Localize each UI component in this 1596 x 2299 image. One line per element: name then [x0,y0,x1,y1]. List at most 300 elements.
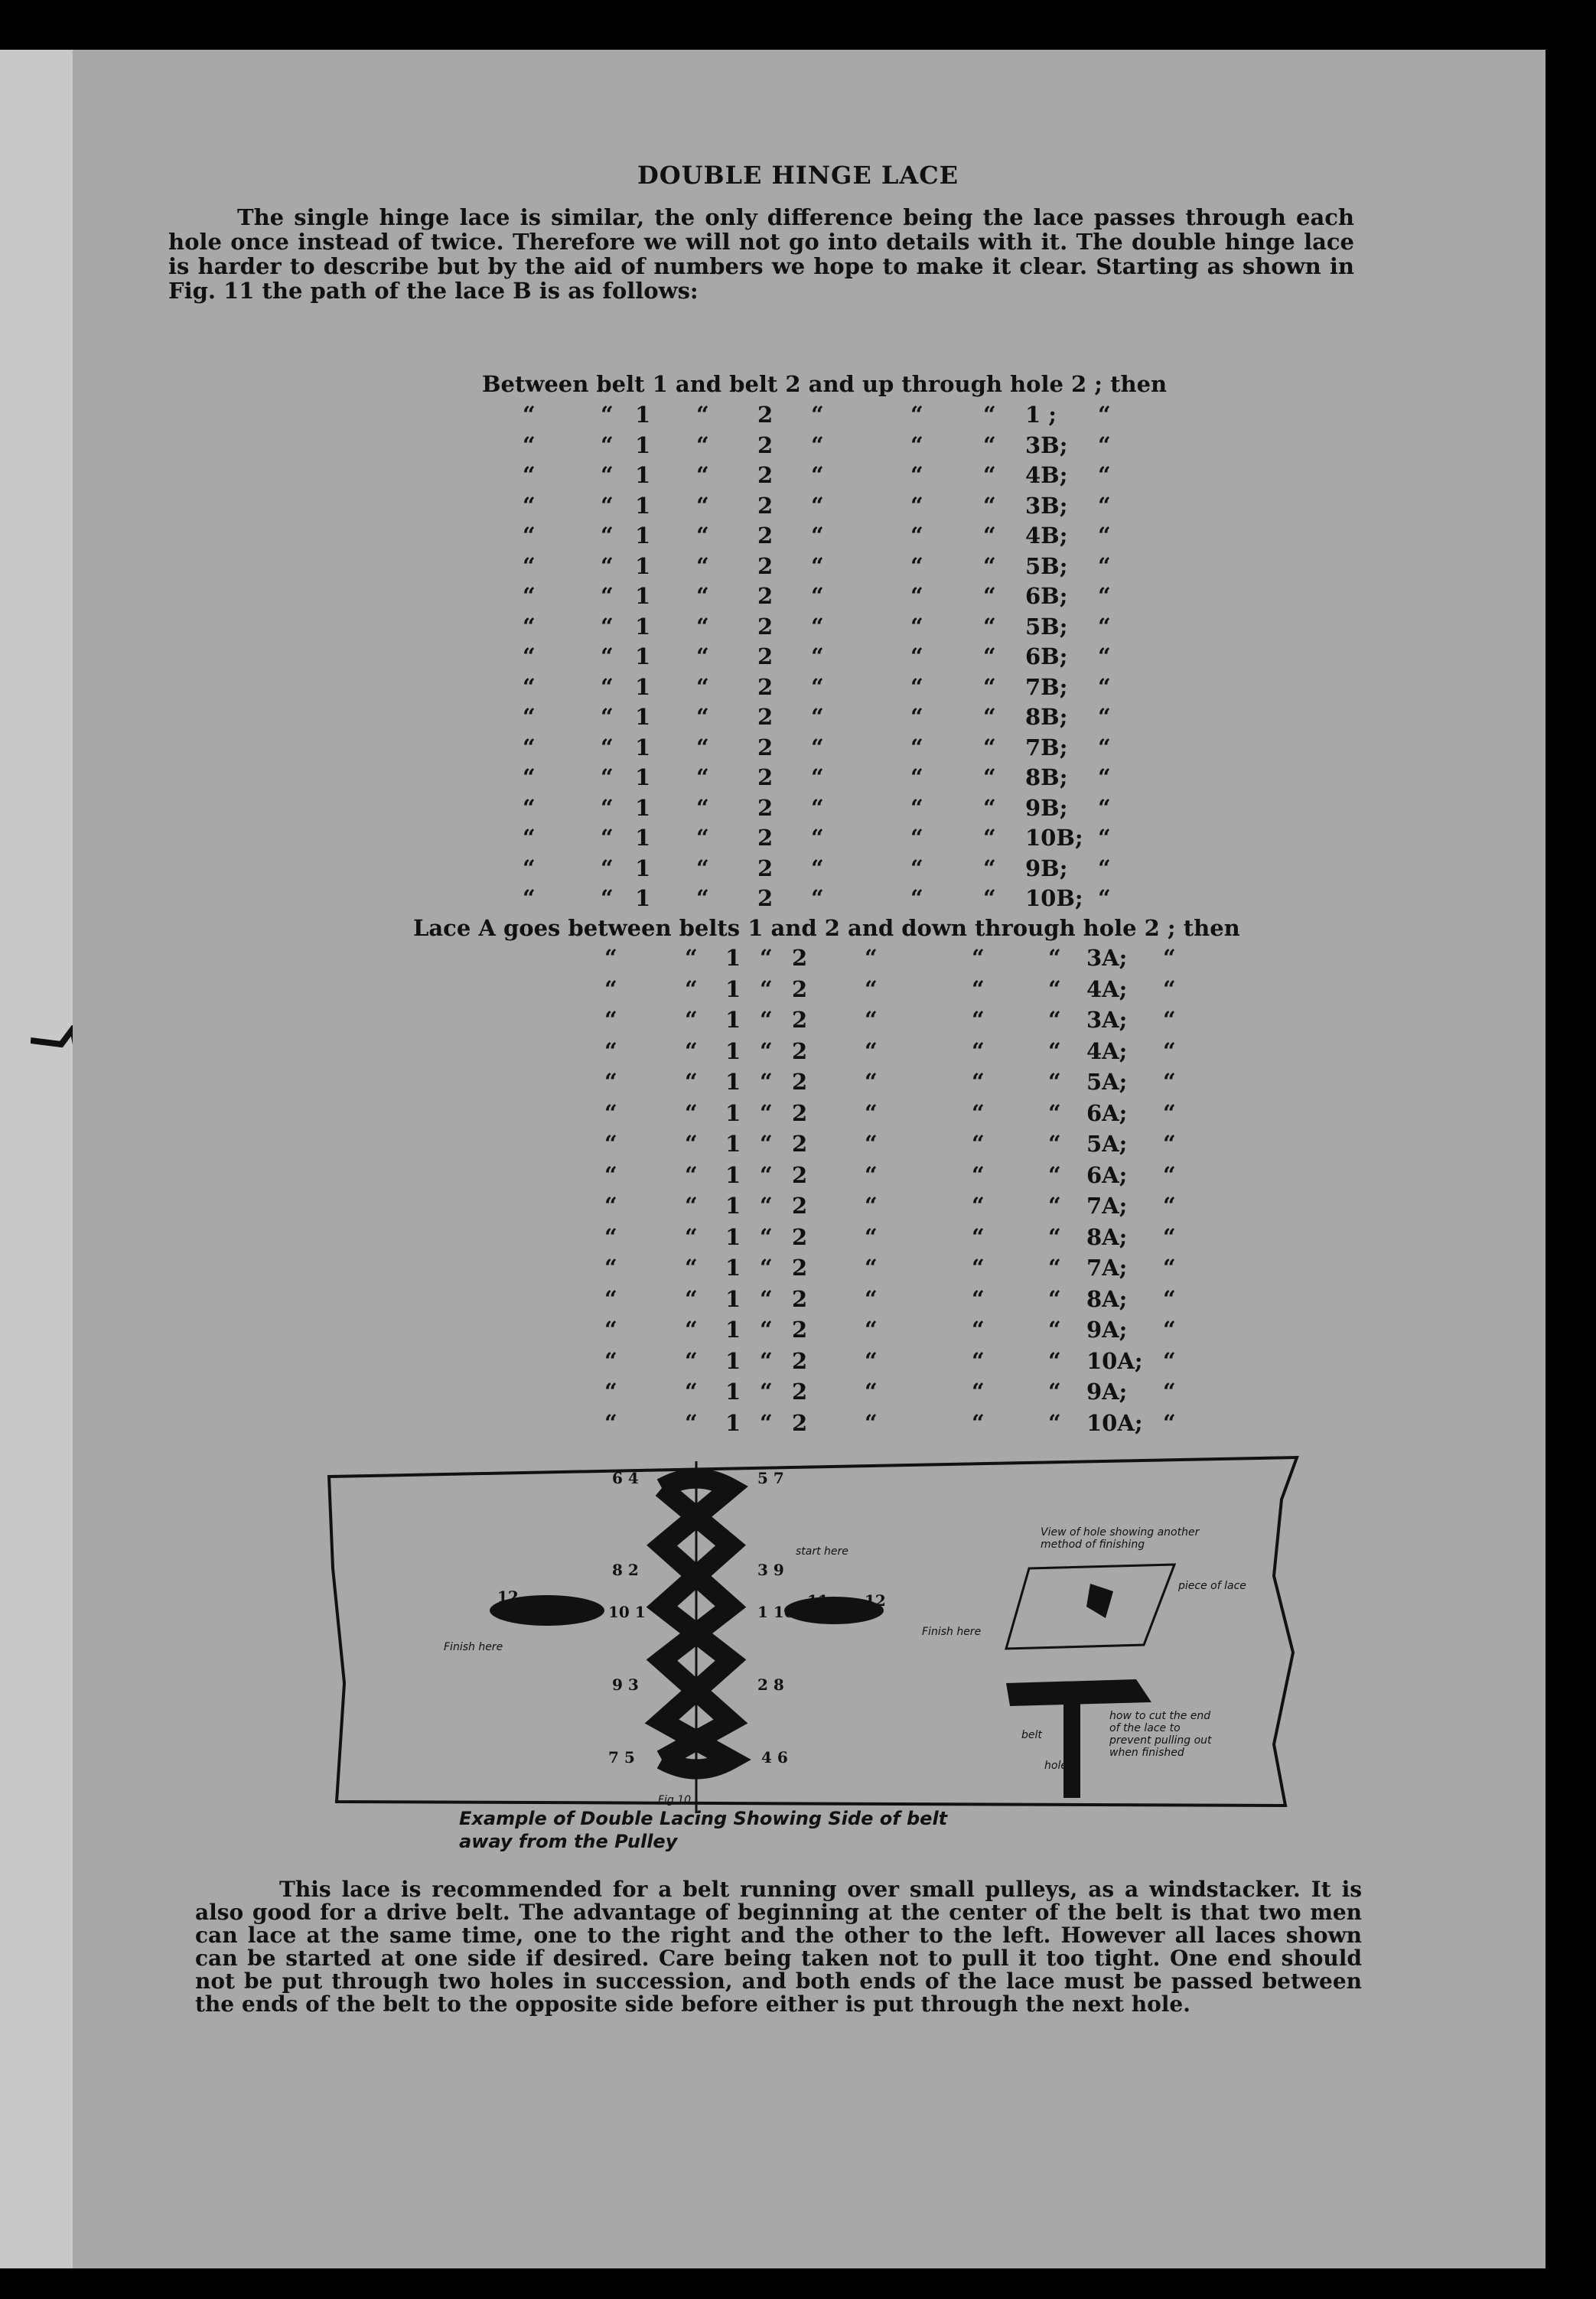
lace-a-ditto-cell: “ [865,1285,878,1312]
lace-b-ditto-cell: “ [1098,794,1111,821]
lace-a-ditto-cell: “ [685,1193,698,1219]
lace-a-ditto-cell: “ [1048,945,1061,971]
lace-b-belt2-cell: 2 [757,794,774,821]
piece-note: piece of lace [1178,1580,1246,1592]
lace-a-ditto-cell: “ [972,1317,985,1343]
lace-b-ditto-cell: “ [601,643,614,669]
lace-a-header: Lace A goes between belts 1 and 2 and down through hole 2 ; then [413,915,1240,941]
lace-a-belt1-cell: 1 [725,1193,741,1219]
lace-a-ditto-cell: “ [604,1379,617,1405]
lace-a-ditto-cell: “ [1163,1255,1176,1281]
lace-a-ditto-cell: “ [685,1347,698,1374]
lace-b-hole-cell: 8B; [1025,764,1068,790]
lace-a-ditto-cell: “ [760,1007,773,1033]
lace-a-ditto-cell: “ [1163,1099,1176,1126]
lace-b-ditto-cell: “ [910,673,923,700]
lace-a-belt2-cell: 2 [792,1347,808,1374]
lace-b-ditto-cell: “ [601,885,614,911]
lace-b-ditto-cell: “ [696,643,709,669]
lace-a-ditto-cell: “ [1163,945,1176,971]
lace-b-ditto-cell: “ [983,492,996,519]
hole-label: 2 8 [757,1675,784,1694]
lace-a-ditto-cell: “ [685,1255,698,1281]
lace-a-ditto-cell: “ [685,1007,698,1033]
lace-b-ditto-cell: “ [1098,431,1111,458]
lace-a-ditto-cell: “ [604,1161,617,1188]
lace-b-ditto-cell: “ [983,583,996,609]
lace-b-belt1-cell: 1 [635,885,651,911]
lace-a-ditto-cell: “ [1048,1193,1061,1219]
lace-b-ditto-cell: “ [523,523,536,549]
lace-b-ditto-cell: “ [696,673,709,700]
lace-b-ditto-cell: “ [523,734,536,760]
lace-a-ditto-cell: “ [604,975,617,1002]
lace-a-ditto-cell: “ [1163,1007,1176,1033]
lace-b-ditto-cell: “ [601,402,614,428]
lace-b-ditto-cell: “ [1098,764,1111,790]
lace-a-ditto-cell: “ [760,1285,773,1312]
hole-note: hole [1044,1760,1067,1772]
lace-b-ditto-cell: “ [983,552,996,579]
lacing-figure [318,1454,1304,1821]
lace-a-ditto-cell: “ [972,975,985,1002]
lace-b-hole-cell: 9B; [1025,855,1068,881]
lace-b-ditto-cell: “ [601,673,614,700]
lace-a-ditto-cell: “ [865,1131,878,1157]
lace-b-ditto-cell: “ [696,462,709,488]
lace-a-ditto-cell: “ [604,945,617,971]
lace-b-ditto-cell: “ [1098,462,1111,488]
lace-b-ditto-cell: “ [523,402,536,428]
lace-b-ditto-cell: “ [811,492,824,519]
hole-label: 5 7 [757,1469,784,1487]
lace-b-ditto-cell: “ [601,764,614,790]
lace-a-ditto-cell: “ [1163,1409,1176,1436]
lace-b-belt2-cell: 2 [757,431,774,458]
lace-b-belt1-cell: 1 [635,643,651,669]
lace-a-ditto-cell: “ [972,1007,985,1033]
lace-a-hole-cell: 3A; [1086,1007,1128,1033]
hole-label: 1 10 [757,1603,795,1621]
lace-b-header: Between belt 1 and belt 2 and up through hole 2 ; then [482,371,1168,397]
lace-b-ditto-cell: “ [523,885,536,911]
lace-a-ditto-cell: “ [1048,1223,1061,1250]
hole-label: 10 1 [608,1603,646,1621]
lace-b-ditto-cell: “ [523,613,536,640]
lace-a-ditto-cell: “ [865,945,878,971]
lace-b-belt1-cell: 1 [635,492,651,519]
lace-b-ditto-cell: “ [696,613,709,640]
hole-label: 3 9 [757,1561,784,1579]
hole-label: 6 4 [612,1469,639,1487]
lace-b-ditto-cell: “ [523,643,536,669]
lace-a-ditto-cell: “ [1163,1037,1176,1064]
intro-paragraph: The single hinge lace is similar, the only difference being the lace passes through each hole once instead of twice. Therefore we will not go into details with it. The double hinge lace is harder to describe but by the aid of numbers we hope to make it clear. Starting as shown in Fig. 11 the path of the lace B is as follows: [168,204,1354,304]
lace-b-belt2-cell: 2 [757,523,774,549]
lace-b-ditto-cell: “ [1098,552,1111,579]
lace-a-belt1-cell: 1 [725,1007,741,1033]
lace-b-ditto-cell: “ [601,855,614,881]
lace-a-belt1-cell: 1 [725,1069,741,1095]
lace-b-ditto-cell: “ [601,794,614,821]
lace-b-ditto-cell: “ [696,492,709,519]
lace-a-ditto-cell: “ [760,1069,773,1095]
lace-b-ditto-cell: “ [601,734,614,760]
lace-b-ditto-cell: “ [696,764,709,790]
lace-b-belt1-cell: 1 [635,855,651,881]
lace-b-ditto-cell: “ [983,673,996,700]
figure-caption-line2: away from the Pulley [459,1831,678,1852]
lace-b-belt2-cell: 2 [757,673,774,700]
lace-b-ditto-cell: “ [1098,613,1111,640]
lace-b-belt2-cell: 2 [757,825,774,851]
lace-a-belt1-cell: 1 [725,1099,741,1126]
lace-a-ditto-cell: “ [1048,1255,1061,1281]
lace-a-ditto-cell: “ [1048,975,1061,1002]
lace-b-ditto-cell: “ [983,431,996,458]
lace-a-belt2-cell: 2 [792,1037,808,1064]
hole-label: 4 6 [761,1748,788,1767]
lace-b-ditto-cell: “ [983,885,996,911]
lace-a-ditto-cell: “ [760,1317,773,1343]
lace-a-ditto-cell: “ [685,1131,698,1157]
lace-a-ditto-cell: “ [1163,1223,1176,1250]
lace-b-hole-cell: 3B; [1025,431,1068,458]
lace-a-ditto-cell: “ [1048,1379,1061,1405]
lace-b-ditto-cell: “ [910,704,923,730]
lace-a-belt1-cell: 1 [725,1131,741,1157]
hole-label: 11 [807,1591,829,1610]
lace-a-ditto-cell: “ [760,1255,773,1281]
lace-a-belt1-cell: 1 [725,1409,741,1436]
hole-label: 12 [497,1587,519,1606]
lace-b-ditto-cell: “ [910,552,923,579]
left-page-edge [0,50,73,2268]
lace-a-ditto-cell: “ [972,1347,985,1374]
lace-a-ditto-cell: “ [865,1255,878,1281]
lace-b-ditto-cell: “ [811,885,824,911]
lace-b-ditto-cell: “ [696,825,709,851]
lace-a-ditto-cell: “ [685,1223,698,1250]
lace-b-belt1-cell: 1 [635,704,651,730]
lace-a-ditto-cell: “ [604,1347,617,1374]
lace-a-belt2-cell: 2 [792,1131,808,1157]
lace-a-belt2-cell: 2 [792,1223,808,1250]
lace-b-ditto-cell: “ [1098,402,1111,428]
lace-a-belt1-cell: 1 [725,1285,741,1312]
lace-b-ditto-cell: “ [523,704,536,730]
lace-b-ditto-cell: “ [601,613,614,640]
lace-b-belt1-cell: 1 [635,613,651,640]
lace-a-ditto-cell: “ [1163,1379,1176,1405]
lace-a-ditto-cell: “ [972,1409,985,1436]
lace-b-ditto-cell: “ [910,431,923,458]
lace-b-ditto-cell: “ [910,523,923,549]
lace-b-ditto-cell: “ [601,583,614,609]
lace-b-belt2-cell: 2 [757,492,774,519]
lace-b-ditto-cell: “ [523,764,536,790]
lace-b-ditto-cell: “ [811,402,824,428]
lace-b-ditto-cell: “ [811,583,824,609]
hole-label: 7 5 [608,1748,635,1767]
lace-a-ditto-cell: “ [972,1161,985,1188]
hammer-handle [1063,1698,1080,1798]
lace-b-ditto-cell: “ [983,825,996,851]
lace-a-ditto-cell: “ [1048,1099,1061,1126]
lace-a-belt1-cell: 1 [725,1317,741,1343]
lace-a-ditto-cell: “ [685,1099,698,1126]
lace-b-ditto-cell: “ [696,734,709,760]
lace-a-belt1-cell: 1 [725,1255,741,1281]
lace-b-ditto-cell: “ [910,764,923,790]
lace-a-ditto-cell: “ [604,1037,617,1064]
lace-b-ditto-cell: “ [523,462,536,488]
lace-b-ditto-cell: “ [601,523,614,549]
lace-b-belt1-cell: 1 [635,764,651,790]
lace-a-ditto-cell: “ [1163,975,1176,1002]
lace-b-ditto-cell: “ [1098,523,1111,549]
lace-b-belt1-cell: 1 [635,734,651,760]
lace-b-ditto-cell: “ [910,794,923,821]
lace-a-ditto-cell: “ [865,1193,878,1219]
lace-a-hole-cell: 7A; [1086,1255,1128,1281]
lace-a-ditto-cell: “ [1163,1131,1176,1157]
lace-a-belt2-cell: 2 [792,945,808,971]
lace-b-ditto-cell: “ [811,552,824,579]
lace-b-ditto-cell: “ [983,402,996,428]
lace-a-ditto-cell: “ [604,1007,617,1033]
lace-b-belt2-cell: 2 [757,643,774,669]
lace-b-ditto-cell: “ [696,885,709,911]
lace-b-ditto-cell: “ [601,462,614,488]
lace-a-ditto-cell: “ [604,1255,617,1281]
lace-a-ditto-cell: “ [865,1347,878,1374]
lace-b-ditto-cell: “ [523,825,536,851]
lace-a-belt1-cell: 1 [725,945,741,971]
lace-b-hole-cell: 10B; [1025,885,1083,911]
lace-a-hole-cell: 6A; [1086,1099,1128,1126]
lace-a-ditto-cell: “ [1163,1161,1176,1188]
lace-a-ditto-cell: “ [972,1037,985,1064]
lace-b-belt2-cell: 2 [757,583,774,609]
lace-a-ditto-cell: “ [760,1409,773,1436]
lace-b-ditto-cell: “ [983,462,996,488]
lace-b-ditto-cell: “ [1098,855,1111,881]
lace-b-belt1-cell: 1 [635,673,651,700]
lace-b-ditto-cell: “ [983,613,996,640]
lace-a-ditto-cell: “ [604,1317,617,1343]
lace-b-belt2-cell: 2 [757,552,774,579]
lace-b-belt1-cell: 1 [635,552,651,579]
lace-b-ditto-cell: “ [811,794,824,821]
lace-b-ditto-cell: “ [910,492,923,519]
lace-b-belt2-cell: 2 [757,462,774,488]
lace-a-ditto-cell: “ [972,1223,985,1250]
lace-b-hole-cell: 4B; [1025,523,1068,549]
lace-b-ditto-cell: “ [696,583,709,609]
lace-a-ditto-cell: “ [760,1037,773,1064]
lace-b-hole-cell: 10B; [1025,825,1083,851]
lace-b-hole-cell: 9B; [1025,794,1068,821]
lace-a-ditto-cell: “ [865,1317,878,1343]
tool-note: how to cut the end of the lace to prevent pulling out when finished [1109,1710,1212,1759]
lace-a-hole-cell: 8A; [1086,1223,1128,1250]
lace-a-ditto-cell: “ [1048,1409,1061,1436]
lace-a-hole-cell: 3A; [1086,945,1128,971]
lace-b-ditto-cell: “ [811,704,824,730]
lace-a-belt2-cell: 2 [792,1285,808,1312]
lace-a-ditto-cell: “ [865,1007,878,1033]
hole-label: 8 2 [612,1561,639,1579]
lace-a-ditto-cell: “ [685,1037,698,1064]
lace-a-belt1-cell: 1 [725,1161,741,1188]
lace-a-ditto-cell: “ [760,1379,773,1405]
lace-b-hole-cell: 7B; [1025,673,1068,700]
lace-b-belt1-cell: 1 [635,523,651,549]
lace-a-ditto-cell: “ [685,945,698,971]
lace-b-ditto-cell: “ [811,613,824,640]
lace-b-ditto-cell: “ [696,402,709,428]
lace-a-belt1-cell: 1 [725,1347,741,1374]
lace-a-ditto-cell: “ [604,1285,617,1312]
lace-a-ditto-cell: “ [972,1255,985,1281]
hole-label: 12 [865,1591,886,1610]
lace-b-ditto-cell: “ [523,552,536,579]
lace-b-ditto-cell: “ [523,583,536,609]
lace-a-ditto-cell: “ [865,975,878,1002]
lace-b-ditto-cell: “ [523,431,536,458]
lace-b-ditto-cell: “ [910,885,923,911]
lace-b-ditto-cell: “ [983,643,996,669]
lace-b-hole-cell: 4B; [1025,462,1068,488]
lace-a-belt2-cell: 2 [792,1161,808,1188]
lace-a-ditto-cell: “ [685,1317,698,1343]
lace-b-ditto-cell: “ [811,673,824,700]
lace-b-belt2-cell: 2 [757,734,774,760]
lace-b-hole-cell: 7B; [1025,734,1068,760]
lace-a-ditto-cell: “ [604,1131,617,1157]
lace-a-belt2-cell: 2 [792,1193,808,1219]
lace-a-ditto-cell: “ [1048,1347,1061,1374]
lace-a-ditto-cell: “ [685,1409,698,1436]
lace-a-belt1-cell: 1 [725,1223,741,1250]
lace-a-ditto-cell: “ [685,1069,698,1095]
finish-left-note: Finish here [444,1641,503,1653]
lace-a-ditto-cell: “ [760,945,773,971]
lace-b-belt2-cell: 2 [757,885,774,911]
inset-lace [1086,1584,1113,1618]
lace-a-belt2-cell: 2 [792,1379,808,1405]
lace-b-ditto-cell: “ [1098,704,1111,730]
figure-caption-line1: Example of Double Lacing Showing Side of belt [459,1808,948,1829]
lace-a-hole-cell: 4A; [1086,1037,1128,1064]
lace-b-ditto-cell: “ [811,523,824,549]
lace-b-ditto-cell: “ [601,492,614,519]
lace-a-ditto-cell: “ [685,975,698,1002]
lace-a-ditto-cell: “ [1163,1285,1176,1312]
closing-paragraph: This lace is recommended for a belt running over small pulleys, as a windstacker. It is also good for a drive belt. The advantage of beginning at the center of the belt is that two men can lace at the same time, one to the right and the other to the left. However all laces shown can be started at one side if desired. Care being taken not to pull it too tight. One end should not be put through two holes in succession, and both ends of the lace must be passed between the ends of the belt to the opposite side before either is put through the next hole. [195,1877,1362,2017]
lace-b-ditto-cell: “ [811,643,824,669]
lace-b-ditto-cell: “ [601,431,614,458]
lace-b-ditto-cell: “ [696,794,709,821]
lace-a-ditto-cell: “ [760,975,773,1002]
lace-a-ditto-cell: “ [1163,1317,1176,1343]
lace-a-ditto-cell: “ [1163,1069,1176,1095]
lace-b-ditto-cell: “ [696,855,709,881]
lace-a-belt2-cell: 2 [792,1099,808,1126]
lace-a-ditto-cell: “ [865,1069,878,1095]
lace-b-hole-cell: 5B; [1025,613,1068,640]
lace-a-hole-cell: 7A; [1086,1193,1128,1219]
lace-a-belt2-cell: 2 [792,1069,808,1095]
lace-b-ditto-cell: “ [910,643,923,669]
lace-b-belt1-cell: 1 [635,402,651,428]
page-title: DOUBLE HINGE LACE [637,161,959,190]
lace-b-hole-cell: 6B; [1025,583,1068,609]
lace-a-hole-cell: 9A; [1086,1379,1128,1405]
lace-b-ditto-cell: “ [811,431,824,458]
lace-a-ditto-cell: “ [865,1161,878,1188]
lace-a-ditto-cell: “ [972,1099,985,1126]
lace-a-ditto-cell: “ [760,1131,773,1157]
lace-a-belt1-cell: 1 [725,1037,741,1064]
lace-b-hole-cell: 8B; [1025,704,1068,730]
lace-b-hole-cell: 1 ; [1025,402,1057,428]
lace-b-belt2-cell: 2 [757,704,774,730]
lace-a-belt2-cell: 2 [792,975,808,1002]
lace-b-ditto-cell: “ [811,764,824,790]
lace-a-hole-cell: 10A; [1086,1347,1143,1374]
figure-number: Fig 10 [658,1794,692,1806]
lace-b-ditto-cell: “ [983,855,996,881]
lace-a-hole-cell: 4A; [1086,975,1128,1002]
lace-a-ditto-cell: “ [604,1099,617,1126]
lace-b-ditto-cell: “ [910,613,923,640]
lace-b-ditto-cell: “ [1098,492,1111,519]
lace-a-belt2-cell: 2 [792,1317,808,1343]
lace-b-ditto-cell: “ [601,552,614,579]
lace-a-ditto-cell: “ [972,1069,985,1095]
lace-a-ditto-cell: “ [760,1223,773,1250]
lace-b-ditto-cell: “ [910,402,923,428]
lace-a-ditto-cell: “ [760,1347,773,1374]
lace-b-belt1-cell: 1 [635,825,651,851]
lace-a-hole-cell: 10A; [1086,1409,1143,1436]
lace-a-ditto-cell: “ [1048,1285,1061,1312]
lace-b-ditto-cell: “ [696,552,709,579]
lace-a-ditto-cell: “ [1048,1131,1061,1157]
start-here-note: start here [796,1545,848,1558]
lace-a-ditto-cell: “ [604,1409,617,1436]
lace-b-ditto-cell: “ [601,825,614,851]
lace-a-belt2-cell: 2 [792,1007,808,1033]
lace-b-ditto-cell: “ [811,462,824,488]
lace-b-belt1-cell: 1 [635,583,651,609]
lace-a-ditto-cell: “ [1048,1317,1061,1343]
lace-b-ditto-cell: “ [983,764,996,790]
lace-a-ditto-cell: “ [685,1161,698,1188]
lace-b-ditto-cell: “ [523,492,536,519]
lace-b-belt1-cell: 1 [635,462,651,488]
lace-b-ditto-cell: “ [1098,885,1111,911]
lace-a-ditto-cell: “ [972,1131,985,1157]
lace-a-ditto-cell: “ [1163,1347,1176,1374]
belt-note: belt [1021,1729,1042,1741]
lace-b-ditto-cell: “ [1098,673,1111,700]
lace-a-ditto-cell: “ [1048,1161,1061,1188]
lace-b-ditto-cell: “ [696,704,709,730]
lace-a-belt1-cell: 1 [725,975,741,1002]
